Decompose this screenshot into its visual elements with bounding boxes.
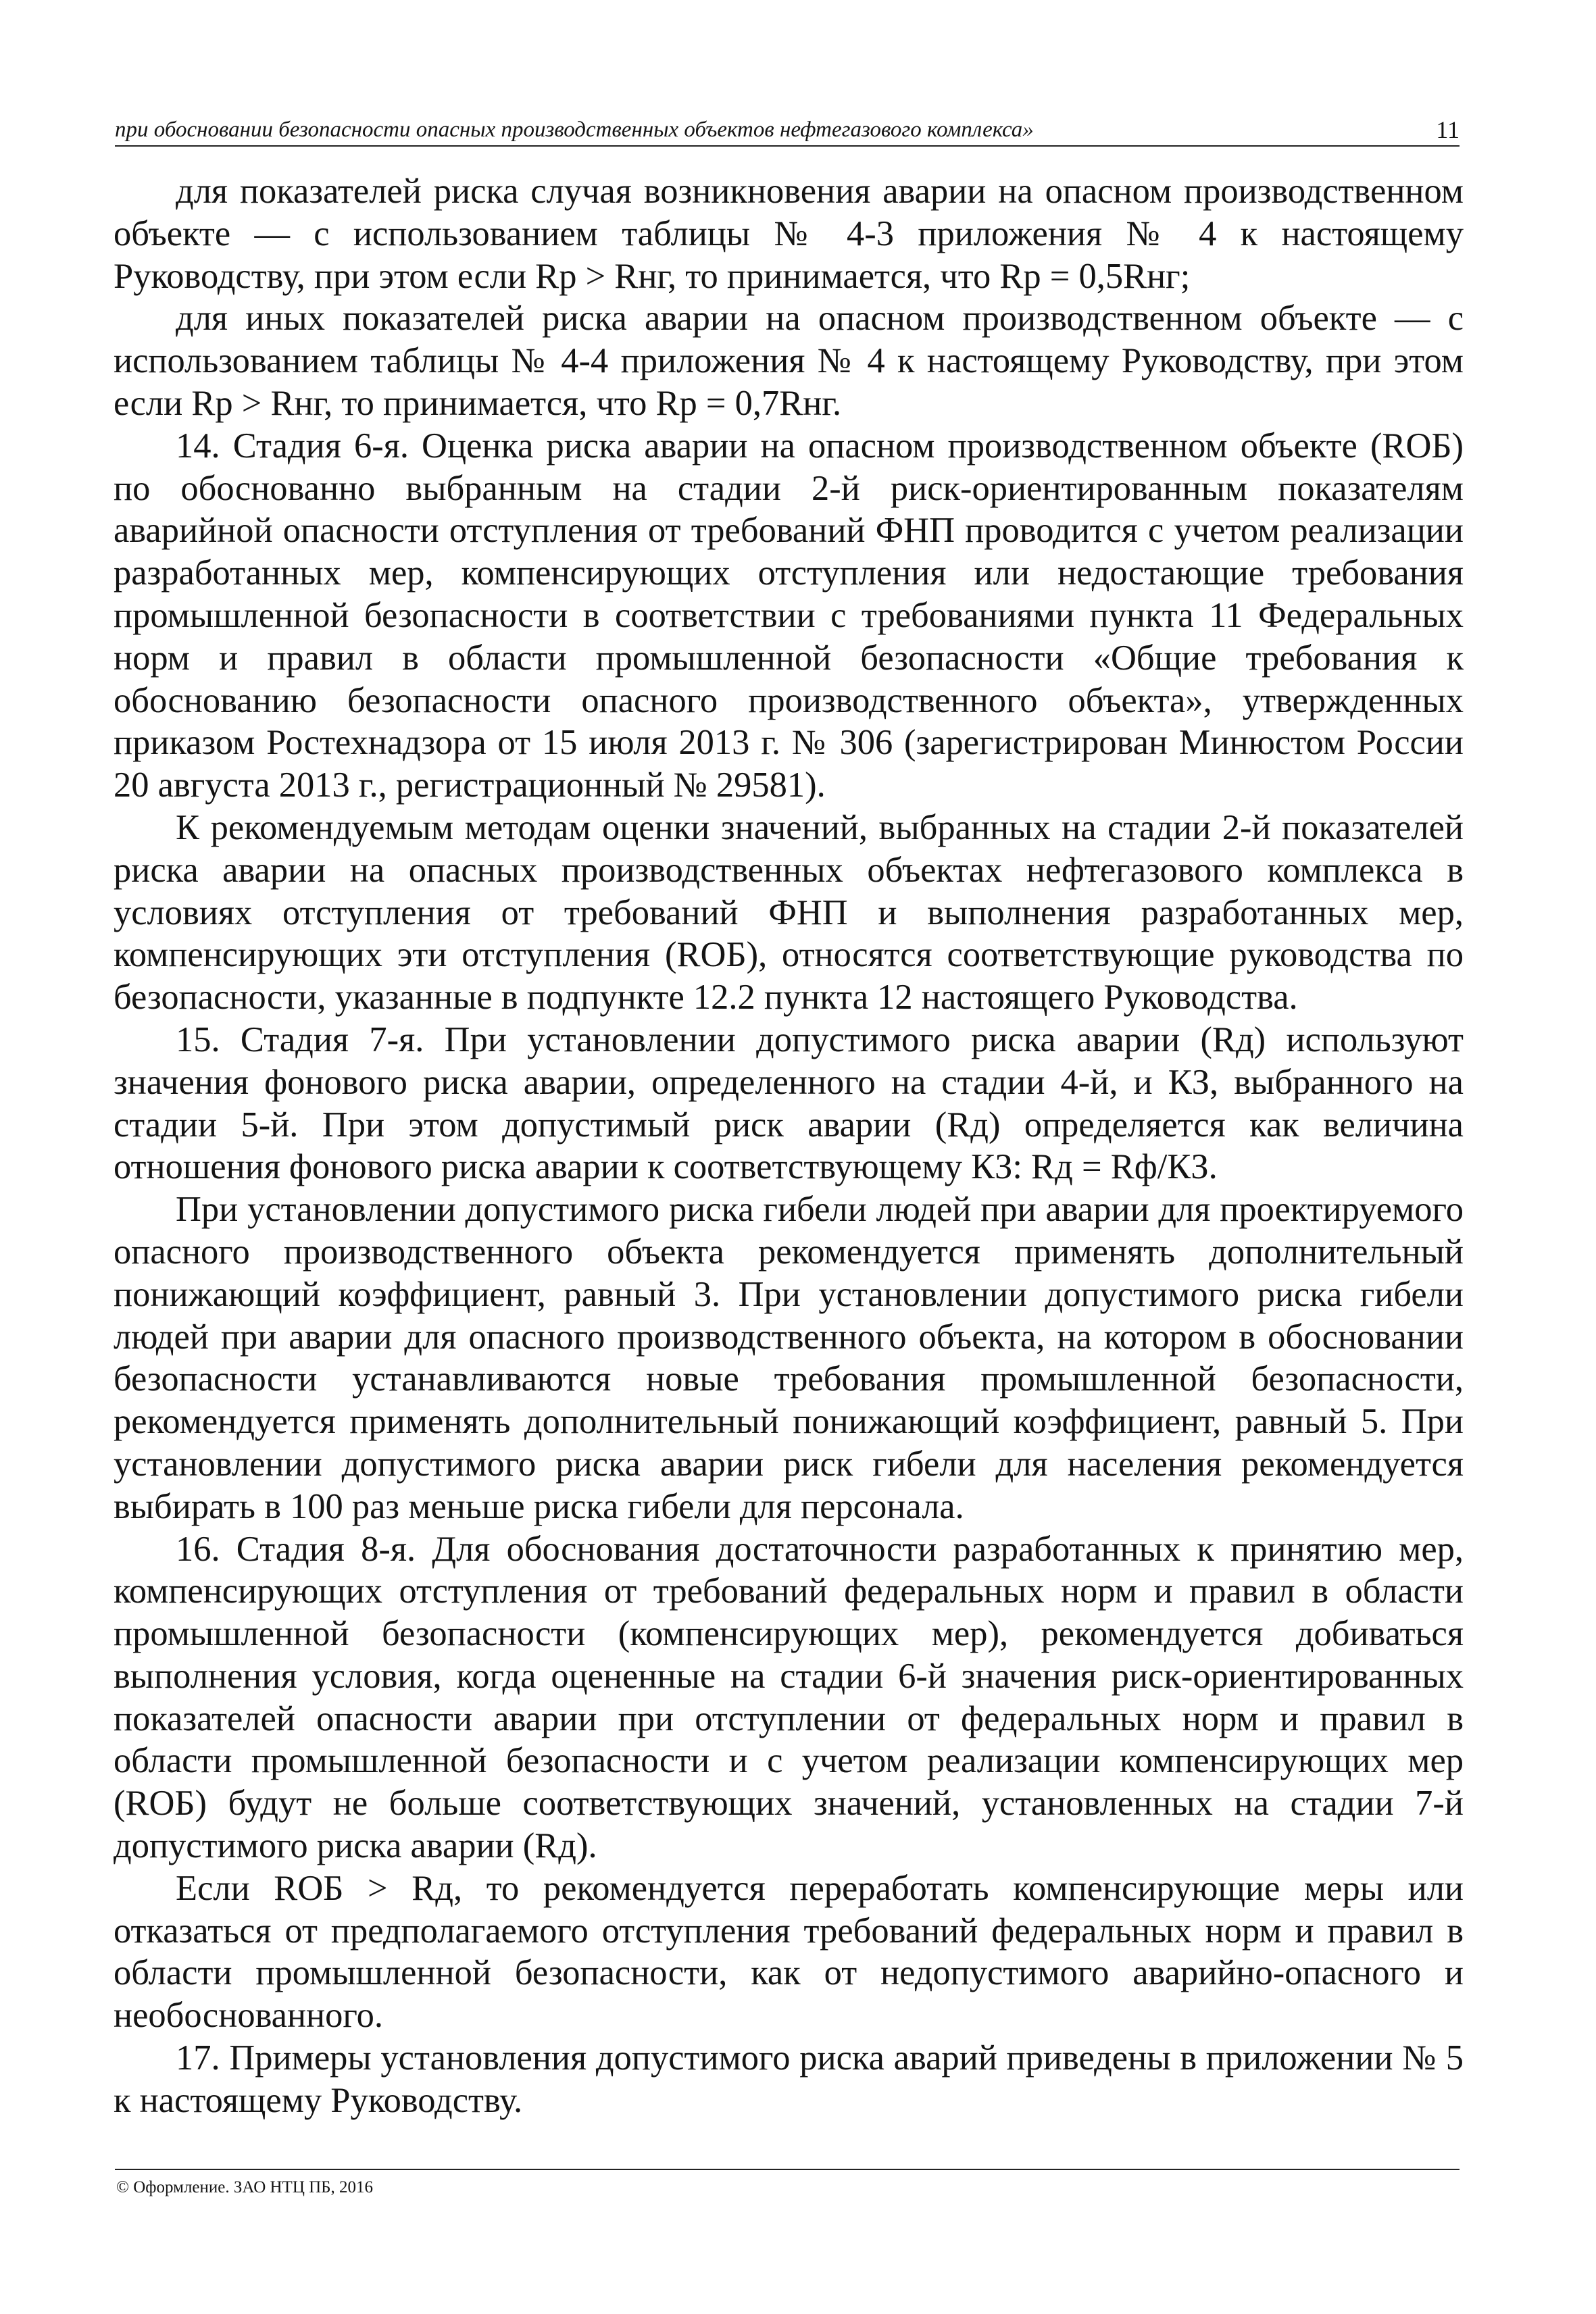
running-header-title: при обосновании безопасности опасных производственных объектов нефтегазового комплекса»: [115, 118, 1034, 142]
paragraph-other-risk: для иных показателей риска аварии на опасном производственном объекте — с использованием таблицы № 4-4 приложения № 4 к настоящему Руководству, при этом если Rр > Rнг, то принимается, что Rр = 0,7Rнг.: [114, 299, 1464, 423]
paragraph-methods: К рекомендуемым методам оценки значений, выбранных на стадии 2-й показателей риска аварии на опасных производственных объектах нефтегазового комплекса в условиях отступления от требований ФНП и выполнения разработанных мер, компенсирующих эти отступления (RОБ), относятся соответствующие руководства по безопасности, указанные в подпункте 12.2 пункта 12 настоящего Руководства.: [114, 807, 1464, 1017]
running-header: [115, 116, 1460, 147]
paragraph-examples: 17. Примеры установления допустимого риска аварий приведены в приложении № 5 к настоящему Руководству.: [114, 2038, 1464, 2120]
paragraph-stage-8: 16. Стадия 8-я. Для обоснования достаточности разработанных к принятию мер, компенсирующих отступления от требований федеральных норм и правил в области промышленной безопасности (компенсирующих мер), рекомендуется добиваться выполнения условия, когда оцененные на стадии 6-й значения риск-ориентированных показателей опасности аварии при отступлении от федеральных норм и правил в области промышленной безопасности и с учетом реализации компенсирующих мер (RОБ) будут не больше соответствующих значений, установленных на стадии 7-й допустимого риска аварии (Rд).: [114, 1529, 1464, 1866]
paragraph-stage-6: 14. Стадия 6-я. Оценка риска аварии на опасном производственном объекте (RОБ) по обоснованно выбранным на стадии 2-й риск-ориентированным показателям аварийной опасности отступления от требований ФНП проводится с учетом реализации разработанных мер, компенсирующих отступления или недостающие требования промышленной безопасности в соответствии с требованиями пункта 11 Федеральных норм и правил в области промышленной безопасности «Общие требования к обоснованию безопасности опасного производственного объекта», утвержденных приказом Ростехнадзора от 15 июля 2013 г. № 306 (зарегистрирован Минюстом России 20 августа 2013 г., регистрационный № 29581).: [114, 426, 1464, 805]
page-number: 11: [1436, 116, 1460, 143]
paragraph-coefficients: При установлении допустимого риска гибели людей при аварии для проектируемого опасного производственного объекта рекомендуется применять дополнительный понижающий коэффициент, равный 3. При установлении допустимого риска гибели людей при аварии для опасного производственного объекта, на котором в обосновании безопасности устанавливаются новые требования промышленной безопасности, рекомендуется применять дополнительный понижающий коэффициент, равный 5. При установлении допустимого риска аварии риск гибели для населения рекомендуется выбирать в 100 раз меньше риска гибели для персонала.: [114, 1190, 1464, 1526]
document-body: [114, 170, 1464, 2122]
footer-copyright: © Оформление. ЗАО НТЦ ПБ, 2016: [116, 2178, 374, 2196]
paragraph-stage-7: 15. Стадия 7-я. При установлении допустимого риска аварии (Rд) используют значения фонового риска аварии, определенного на стадии 4-й, и КЗ, выбранного на стадии 5-й. При этом допустимый риск аварии (Rд) определяется как величина отношения фонового риска аварии к соответствующему КЗ: Rд = Rф/КЗ.: [114, 1020, 1464, 1187]
paragraph-risk-case: для показателей риска случая возникновения аварии на опасном производственном объекте — с использованием таблицы № 4-3 приложения № 4 к настоящему Руководству, при этом если Rр > Rнг, то принимается, что Rр = 0,5Rнг;: [114, 172, 1464, 296]
paragraph-rework: Если RОБ > Rд, то рекомендуется переработать компенсирующие меры или отказаться от предполагаемого отступления требований федеральных норм и правил в области промышленной безопасности, как от недопустимого аварийно-опасного и необоснованного.: [114, 1868, 1464, 2036]
footer-rule: [115, 2169, 1460, 2170]
